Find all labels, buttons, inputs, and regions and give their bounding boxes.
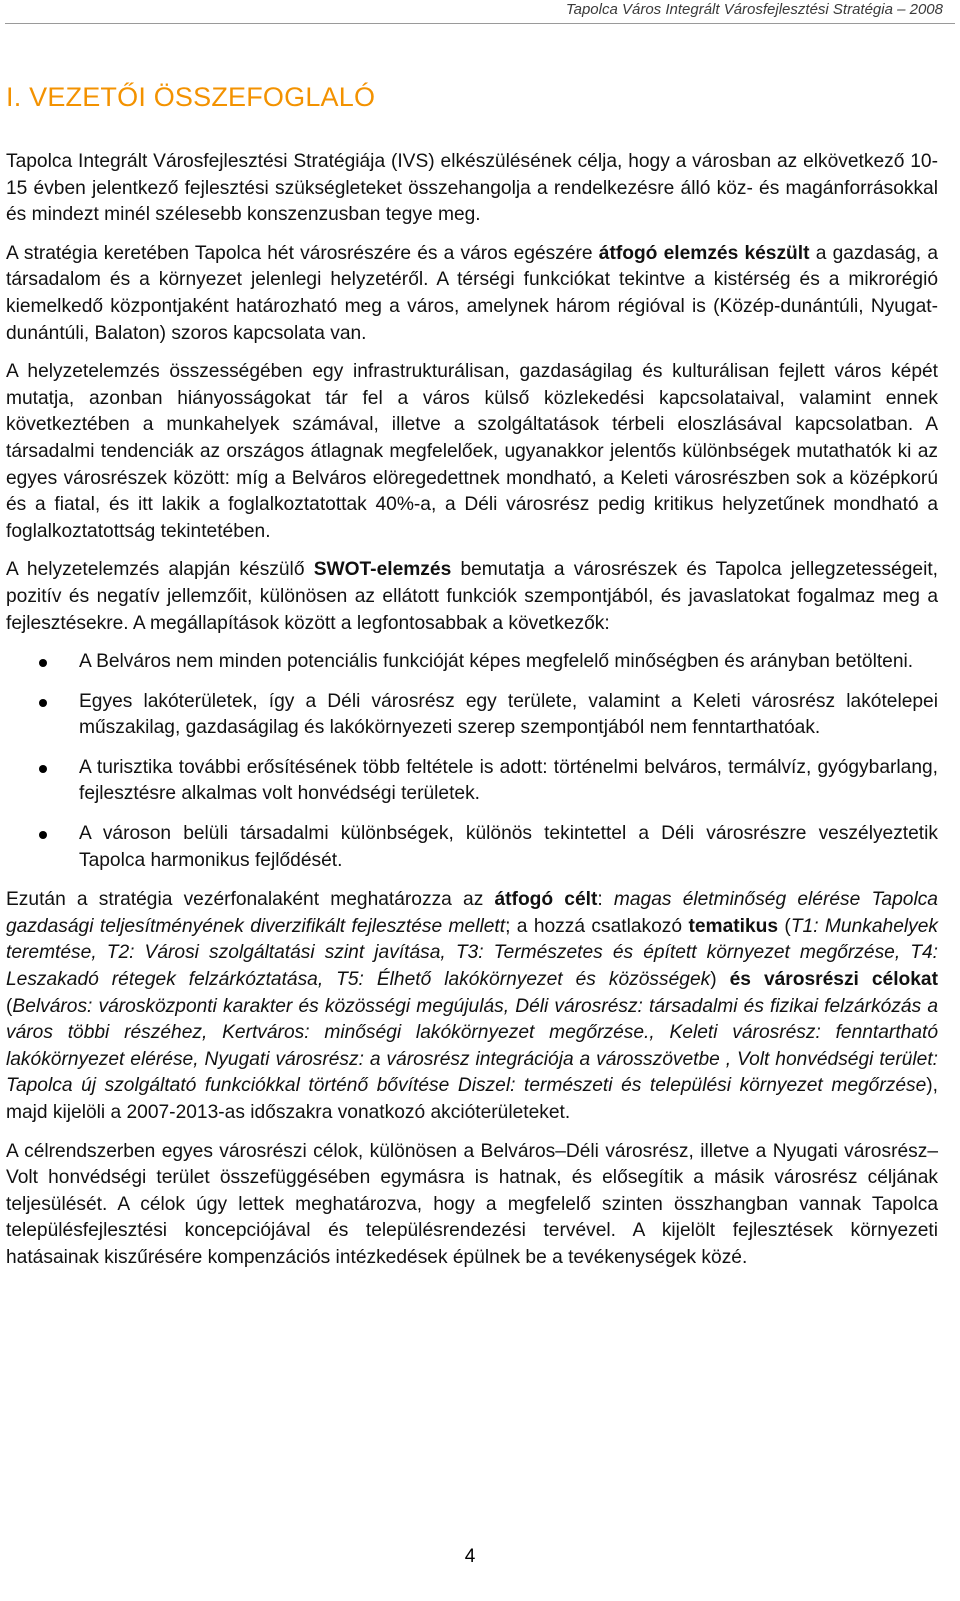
list-item-text: A Belváros nem minden potenciális funkcióját képes megfelelő minőségben és arányban betölteni. [79, 651, 914, 673]
document-body [6, 149, 938, 1284]
paragraph-text: ), majd kijelöli a 2007-2013-as időszakra vonatkozó akcióterületeket. [6, 1075, 938, 1123]
paragraph-intro: Tapolca Integrált Városfejlesztési Stratégiája (IVS) elkészülésének célja, hogy a városban az elkövetkező 10-15 évben jelentkező fejlesztési szükségleteket összehangolja a rendelkezésre álló köz- és magánforrásokkal és mindezt minél szélesebb konszenzusban tegye meg. [6, 151, 938, 226]
list-item [6, 649, 938, 676]
list-item-text: A városon belüli társadalmi különbségek, különös tekintettel a Déli városrészre veszélyeztetik Tapolca harmonikus fejlődését. [79, 823, 938, 871]
paragraph-text: Ezután a stratégia vezérfonalaként meghatározza az [6, 889, 495, 911]
paragraph-text: : [597, 889, 614, 911]
list-item-text: A turisztika további erősítésének több feltétele is adott: történelmi belváros, termálvíz, gyógybarlang, fejlesztésre alkalmas volt honvédségi területek. [79, 756, 938, 805]
list-item [6, 821, 938, 874]
paragraph-text: a gazdaság, a társadalom és a környezet jelenlegi helyzetéről. A térségi funkciókat tekintve a kistérség és a mikrorégió kiemelkedő központjaként határozható meg a város, amelynek három régióval is (Közép-dunántúli, Nyugat-dunántúli, Balaton) szoros kapcsolata van. [6, 242, 938, 344]
emphasis-italic: magas életminőség elérése Tapolca gazdasági teljesítményének diverzifikált fejlesztése mellett [6, 889, 938, 937]
paragraph-analysis [6, 241, 938, 347]
paragraph-text: ) [710, 969, 730, 991]
paragraph-text: bemutatja a városrészek és Tapolca jellegzetességeit, pozitív és negatív jellemzőit, különösen az ellátott funkciók szempontjából, és javaslatokat fogalmaz meg a fejlesztésekre. A megállapítások között a legfontosabbak a következők: [6, 559, 938, 634]
paragraph-text: A helyzetelemzés alapján készülő [6, 559, 314, 581]
paragraph-swot [6, 557, 938, 637]
list-item-text: Egyes lakóterületek, így a Déli városrész egy területe, valamint a Keleti városrész lakótelepei műszakilag, gazdaságilag és lakókörnyezeti szerep szempontjából nem fenntarthatóak. [79, 690, 938, 739]
bullet-icon [39, 699, 47, 707]
emphasis-italic: T1: Munkahelyek teremtése, T2: Városi szolgáltatási szint javítása, T3: Természetes és épített környezet megőrzése, T4: Leszakadó rétegek felzárkóztatása, T5: Élhető lakókörnyezet és közösségek [6, 915, 938, 991]
header-rule [5, 23, 955, 24]
emphasis-bold: és városrészi célokat [729, 969, 938, 991]
paragraph-text: ( [6, 995, 13, 1017]
emphasis-bold: átfogó elemzés készült [598, 242, 810, 264]
emphasis-italic: Belváros: városközponti karakter és közösségi megújulás, Déli városrész: társadalmi és fizikai felzárkózás a város többi részéhez, Kertváros: minőségi lakókörnyezet megőrzése., Keleti városrész: fenntartható lakókörnyezet elérése, Nyugati városrész: a városrész integrációja a városszövetbe , Volt honvédségi terület: Tapolca új szolgáltató funkciókkal történő bővítése Diszel: természeti és települési környezet megőrzése [6, 995, 938, 1097]
bullet-icon [39, 659, 47, 667]
bullet-icon [39, 765, 47, 773]
emphasis-bold: átfogó célt [494, 889, 598, 911]
paragraph-text: A stratégia keretében Tapolca hét városrészére és a város egészére [6, 242, 599, 264]
paragraph-text: ; a hozzá csatlakozó [505, 915, 689, 937]
paragraph-goals [6, 887, 938, 1126]
bullet-icon [39, 831, 47, 839]
emphasis-bold: tematikus [688, 915, 779, 937]
list-item [6, 755, 938, 808]
paragraph-situation: A helyzetelemzés összességében egy infrastrukturálisan, gazdaságilag és kulturálisan fejlett város képét mutatja, azonban hiányosságokat tár fel a város külső közlekedési kapcsolataival, valamint ennek következtében a munkahelyek számával, illetve a szolgáltatások térbeli eloszlásával kapcsolatban. A társadalmi tendenciák az országos átlagnak megfelelőek, ugyanakkor jelentős különbségek mutathatók ki az egyes városrészek között: míg a Belváros elöregedettnek mondható, a Keleti városrészben sok a középkorú és a fiatal, és itt lakik a foglalkoztatottak 40%-a, a Déli városrész pedig kritikus helyzetűnek mondható a foglalkoztatottság tekintetében. [6, 361, 938, 542]
section-title: I. VEZETŐI ÖSSZEFOGLALÓ [6, 82, 376, 112]
page-number: 4 [464, 1546, 476, 1567]
paragraph-text: ( [778, 915, 791, 937]
emphasis-bold: SWOT-elemzés [313, 559, 452, 581]
list-item [6, 689, 938, 742]
paragraph-target-system: A célrendszerben egyes városrészi célok, különösen a Belváros–Déli városrész, illetve a Nyugati városrész–Volt honvédségi terület összefüggésében egymásra is hatnak, és elősegítik a másik városrész céljának teljesülését. A célok úgy lettek meghatározva, hogy a megfelelő szinten összhangban vannak Tapolca településfejlesztési koncepciójával és településrendezési tervével. A kijelölt fejlesztések környezeti hatásainak kiszűrésére kompenzációs intézkedések épülnek be a tevékenységek közé. [6, 1140, 938, 1268]
findings-list [6, 649, 938, 874]
running-header: Tapolca Város Integrált Városfejlesztési Stratégia – 2008 [565, 1, 943, 18]
